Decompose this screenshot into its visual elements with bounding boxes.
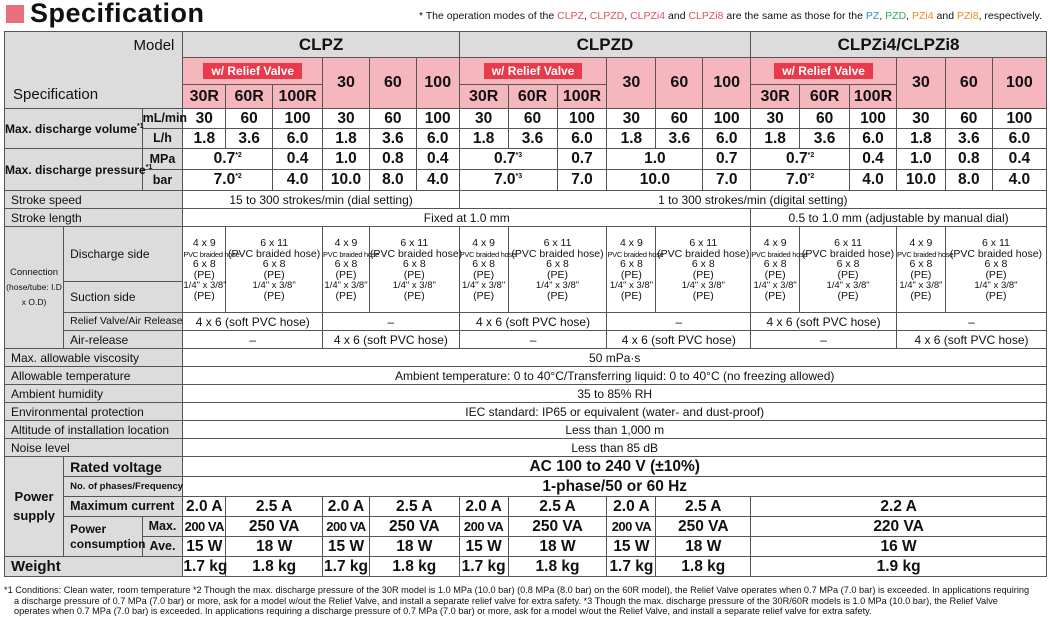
value-cell: 30 bbox=[323, 109, 370, 129]
value-cell: 100 bbox=[273, 109, 323, 129]
value-cell: 2.5 A bbox=[508, 497, 607, 517]
value-cell: 1.8 bbox=[323, 129, 370, 149]
value-cell: 1.7 kg bbox=[183, 557, 228, 575]
value-cell: 100 bbox=[703, 109, 751, 129]
value-cell: 7.0$^{*3}$ bbox=[459, 170, 557, 191]
value-cell: 15 W bbox=[323, 537, 370, 557]
value-cell: 0.4 bbox=[416, 149, 459, 170]
size-header: 100R bbox=[850, 85, 897, 109]
page-title: Specification bbox=[30, 0, 205, 28]
value-cell: 3.6 bbox=[945, 129, 992, 149]
value-cell: 1.9 kg bbox=[751, 557, 1047, 577]
connection-cell: 4 x 9 PVC braided hose 6 x 8 (PE) 1/4" x 3/8" (PE) bbox=[459, 227, 508, 313]
row-label-relief-release: Relief Valve/Air Release bbox=[64, 313, 183, 331]
unit-label: MPa bbox=[142, 149, 183, 170]
value-cell: 15 to 300 strokes/min (dial setting) bbox=[183, 191, 459, 209]
unit-label: L/h bbox=[142, 129, 183, 149]
value-cell: 1-phase/50 or 60 Hz bbox=[183, 477, 1047, 497]
size-header: 30R bbox=[751, 85, 800, 109]
row-label-discharge-pressure: Max. discharge pressure$^{*1}$ bbox=[5, 149, 143, 191]
value-cell: 30 bbox=[896, 109, 945, 129]
unit-label: Ave. bbox=[142, 537, 183, 557]
row-label-stroke-speed: Stroke speed bbox=[5, 191, 183, 209]
row-label-altitude: Altitude of installation location bbox=[5, 421, 183, 439]
connection-cell: 4 x 9 PVC braided hose 6 x 8 (PE) 1/4" x 3/8" (PE) bbox=[896, 227, 945, 313]
value-cell: 200 VA bbox=[607, 517, 656, 537]
spec-table bbox=[4, 31, 1047, 577]
footnotes bbox=[4, 585, 1046, 617]
value-cell: 6.0 bbox=[850, 129, 897, 149]
value-cell: IEC standard: IP65 or equivalent (water- and dust-proof) bbox=[183, 403, 1047, 421]
size-header: 60 bbox=[656, 58, 703, 109]
value-cell: 10.0 bbox=[323, 170, 370, 191]
model-spec-corner: Model Specification bbox=[5, 32, 183, 109]
value-cell: 1.8 bbox=[751, 129, 800, 149]
value-cell: 250 VA bbox=[656, 517, 751, 537]
value-cell: 60 bbox=[226, 109, 273, 129]
row-label-phases: No. of phases/Frequency bbox=[64, 477, 183, 497]
model-clpzd: CLPZD bbox=[459, 32, 751, 58]
value-cell: Ambient temperature: 0 to 40°C/Transferring liquid: 0 to 40°C (no freezing allowed) bbox=[183, 367, 1047, 385]
value-cell: 8.0 bbox=[945, 170, 992, 191]
value-cell: 3.6 bbox=[656, 129, 703, 149]
connection-cell: 6 x 11 (PVC braided hose) 6 x 8 (PE) 1/4" x 3/8" (PE) bbox=[369, 227, 459, 313]
value-cell: 0.5 to 1.0 mm (adjustable by manual dial) bbox=[751, 209, 1047, 227]
size-header: 60R bbox=[226, 85, 273, 109]
row-label-connection: Connection (hose/tube: I.D x O.D) bbox=[5, 227, 64, 349]
value-cell: 4.0 bbox=[273, 170, 323, 191]
value-cell: 1.7 kg bbox=[324, 557, 368, 575]
connection-cell: 4 x 9 PVC braided hose 6 x 8 (PE) 1/4" x 3/8" (PE) bbox=[183, 227, 226, 313]
value-cell: 4.0 bbox=[992, 170, 1046, 191]
value-cell: 50 mPa·s bbox=[183, 349, 1047, 367]
size-header: 100 bbox=[416, 58, 459, 109]
value-cell: 2.5 A bbox=[369, 497, 459, 517]
value-cell: 0.7 bbox=[703, 149, 751, 170]
connection-cell: 6 x 11 (PVC braided hose) 6 x 8 (PE) 1/4" x 3/8" (PE) bbox=[800, 227, 897, 313]
footnote-line: a discharge pressure of 0.7 MPa (7.0 bar) or more, ask for a model w/out the Relief Valve, and install a separate relief valve for extra safety. *3 Though the max. discharge pressure of the 30R/60R models is 1.0 MPa (10.0 bar), the Relief Valve bbox=[14, 595, 998, 606]
value-cell: 0.4 bbox=[992, 149, 1046, 170]
size-header: 30 bbox=[323, 58, 370, 109]
value-cell: 10.0 bbox=[607, 170, 703, 191]
size-header: 100R bbox=[273, 85, 323, 109]
value-cell: 30 bbox=[459, 109, 508, 129]
value-cell: 0.8 bbox=[369, 149, 416, 170]
value-cell: 60 bbox=[656, 109, 703, 129]
value-cell: 1.8 kg bbox=[508, 557, 607, 577]
value-cell: 6.0 bbox=[557, 129, 607, 149]
value-cell: 4 x 6 (soft PVC hose) bbox=[183, 313, 323, 331]
value-cell: 16 W bbox=[751, 537, 1047, 557]
value-cell: 2.0 A bbox=[183, 497, 226, 517]
size-header: 60R bbox=[508, 85, 557, 109]
row-label-humidity: Ambient humidity bbox=[5, 385, 183, 403]
value-cell: 200 VA bbox=[183, 517, 226, 537]
value-cell: 2.0 A bbox=[459, 497, 508, 517]
value-cell: Less than 85 dB bbox=[183, 439, 1047, 457]
footnote-line: operates when 0.7 MPa (7.0 bar) is exceeded. In applications requiring a discharge pressure of 0.7 MPa (7.0 bar) or more, ask for a model w/out the Relief Valve, and install a separate relief valve for extra safety. bbox=[14, 606, 872, 617]
unit-label: Max. bbox=[142, 517, 183, 537]
value-cell: 2.0 A bbox=[607, 497, 656, 517]
value-cell: 4 x 6 (soft PVC hose) bbox=[459, 313, 607, 331]
value-cell: 250 VA bbox=[369, 517, 459, 537]
connection-cell: 6 x 11 (PVC braided hose) 6 x 8 (PE) 1/4" x 3/8" (PE) bbox=[945, 227, 1046, 313]
value-cell: – bbox=[896, 313, 1046, 331]
value-cell: 7.0$^{*2}$ bbox=[183, 170, 273, 191]
value-cell: 1.8 bbox=[459, 129, 508, 149]
value-cell: 0.8 bbox=[945, 149, 992, 170]
row-label-viscosity: Max. allowable viscosity bbox=[5, 349, 183, 367]
row-label-air-release: Air-release bbox=[64, 331, 183, 349]
value-cell: 18 W bbox=[369, 537, 459, 557]
value-cell: 2.5 A bbox=[656, 497, 751, 517]
value-cell: 0.7 bbox=[557, 149, 607, 170]
value-cell: 100 bbox=[557, 109, 607, 129]
size-header: 100 bbox=[703, 58, 751, 109]
size-header: 60 bbox=[369, 58, 416, 109]
value-cell: 7.0$^{*2}$ bbox=[751, 170, 850, 191]
value-cell: 250 VA bbox=[508, 517, 607, 537]
value-cell: AC 100 to 240 V (±10%) bbox=[183, 457, 1047, 477]
size-header: 100R bbox=[557, 85, 607, 109]
value-cell: 220 VA bbox=[751, 517, 1047, 537]
row-label-noise: Noise level bbox=[5, 439, 183, 457]
value-cell: 100 bbox=[850, 109, 897, 129]
value-cell: 1.8 kg bbox=[656, 557, 751, 577]
value-cell: 15 W bbox=[607, 537, 656, 557]
relief-header: w/ Relief Valve bbox=[183, 58, 323, 85]
connection-cell: 6 x 11 (PVC braided hose) 6 x 8 (PE) 1/4" x 3/8" (PE) bbox=[508, 227, 607, 313]
value-cell: 3.6 bbox=[800, 129, 850, 149]
value-cell: 1.0 bbox=[607, 149, 703, 170]
value-cell: 15 W bbox=[183, 537, 226, 557]
value-cell: 3.6 bbox=[226, 129, 273, 149]
value-cell: 18 W bbox=[226, 537, 323, 557]
unit-label: bar bbox=[142, 170, 183, 191]
value-cell: 100 bbox=[992, 109, 1046, 129]
value-cell: 1.8 bbox=[896, 129, 945, 149]
row-label-discharge-side: Discharge side bbox=[64, 227, 183, 282]
value-cell: 4 x 6 (soft PVC hose) bbox=[323, 331, 460, 349]
size-header: 30 bbox=[607, 58, 656, 109]
value-cell: 1.0 bbox=[896, 149, 945, 170]
value-cell: 2.2 A bbox=[751, 497, 1047, 517]
value-cell: 0.7$^{*2}$ bbox=[183, 149, 273, 170]
row-label-max-current: Maximum current bbox=[64, 497, 183, 517]
value-cell: 8.0 bbox=[369, 170, 416, 191]
model-clpzi: CLPZi4/CLPZi8 bbox=[751, 32, 1047, 58]
value-cell: 1.0 bbox=[323, 149, 370, 170]
value-cell: 6.0 bbox=[992, 129, 1046, 149]
value-cell: 7.0 bbox=[703, 170, 751, 191]
unit-label: mL/min bbox=[142, 109, 183, 129]
value-cell: 1.7 kg bbox=[459, 557, 508, 577]
value-cell: Less than 1,000 m bbox=[183, 421, 1047, 439]
value-cell: 18 W bbox=[656, 537, 751, 557]
value-cell: 3.6 bbox=[369, 129, 416, 149]
size-header: 30 bbox=[896, 58, 945, 109]
value-cell: 15 W bbox=[459, 537, 508, 557]
value-cell: 200 VA bbox=[323, 517, 370, 537]
row-label-power-consumption: Power consumption bbox=[64, 517, 142, 557]
value-cell: Fixed at 1.0 mm bbox=[183, 209, 751, 227]
value-cell: 200 VA bbox=[459, 517, 508, 537]
footnote-line: *1 Conditions: Clean water, room temperature *2 Though the max. discharge pressure of the 30R model is 1.0 MPa (10.0 bar) (0.8 MPa (8.0 bar) on the 60R model), the Relief Valve operates when 0.7 MPa (7.0 bar) is exceeded. In applications requiring bbox=[4, 585, 1030, 595]
header-note: * The operation modes of the CLPZ, CLPZD, CLPZi4 and CLPZi8 are the same as those for the PZ, PZD, PZi4 and PZi8, respectively. bbox=[418, 10, 1042, 22]
size-header: 60R bbox=[800, 85, 850, 109]
value-cell: 250 VA bbox=[226, 517, 323, 537]
connection-cell: 6 x 11 (PVC braided hose) 6 x 8 (PE) 1/4" x 3/8" (PE) bbox=[656, 227, 751, 313]
value-cell: 0.4 bbox=[273, 149, 323, 170]
value-cell: 0.4 bbox=[850, 149, 897, 170]
value-cell: – bbox=[183, 331, 323, 349]
size-header: 60 bbox=[945, 58, 992, 109]
row-label-rated-voltage: Rated voltage bbox=[64, 457, 183, 477]
size-header: 30R bbox=[459, 85, 508, 109]
relief-header: w/ Relief Valve bbox=[459, 58, 607, 85]
value-cell: 4.0 bbox=[416, 170, 459, 191]
value-cell: 30 bbox=[751, 109, 800, 129]
connection-cell: 4 x 9 PVC braided hose 6 x 8 (PE) 1/4" x 3/8" (PE) bbox=[751, 227, 800, 313]
value-cell: 4 x 6 (soft PVC hose) bbox=[896, 331, 1046, 349]
model-clpz: CLPZ bbox=[183, 32, 459, 58]
value-cell: 7.0 bbox=[557, 170, 607, 191]
row-label-environment: Environmental protection bbox=[5, 403, 183, 421]
value-cell: 1.8 bbox=[607, 129, 656, 149]
value-cell: 1.8 kg bbox=[226, 557, 323, 577]
value-cell: 0.7$^{*3}$ bbox=[459, 149, 557, 170]
row-label-stroke-length: Stroke length bbox=[5, 209, 183, 227]
value-cell: 6.0 bbox=[416, 129, 459, 149]
value-cell: 1.8 kg bbox=[369, 557, 459, 577]
value-cell: 6.0 bbox=[703, 129, 751, 149]
value-cell: 10.0 bbox=[896, 170, 945, 191]
value-cell: 6.0 bbox=[273, 129, 323, 149]
value-cell: 60 bbox=[945, 109, 992, 129]
relief-header: w/ Relief Valve bbox=[751, 58, 897, 85]
value-cell: 60 bbox=[508, 109, 557, 129]
row-label-discharge-volume: Max. discharge volume$^{*1}$ bbox=[5, 109, 143, 149]
connection-cell: 4 x 9 PVC braided hose 6 x 8 (PE) 1/4" x 3/8" (PE) bbox=[323, 227, 370, 313]
value-cell: 4 x 6 (soft PVC hose) bbox=[607, 331, 751, 349]
row-label-temperature: Allowable temperature bbox=[5, 367, 183, 385]
value-cell: 18 W bbox=[508, 537, 607, 557]
value-cell: 4.0 bbox=[850, 170, 897, 191]
connection-cell: 6 x 11 (PVC braided hose) 6 x 8 (PE) 1/4" x 3/8" (PE) bbox=[226, 227, 323, 313]
value-cell: 0.7$^{*2}$ bbox=[751, 149, 850, 170]
value-cell: 1.7 kg bbox=[607, 557, 656, 577]
value-cell: 35 to 85% RH bbox=[183, 385, 1047, 403]
row-label-suction-side: Suction side bbox=[64, 282, 183, 313]
connection-cell: 4 x 9 PVC braided hose 6 x 8 (PE) 1/4" x 3/8" (PE) bbox=[607, 227, 656, 313]
value-cell: 3.6 bbox=[508, 129, 557, 149]
size-header: 100 bbox=[992, 58, 1046, 109]
size-header: 30R bbox=[183, 85, 226, 109]
value-cell: 60 bbox=[369, 109, 416, 129]
row-label-weight: Weight bbox=[5, 557, 183, 577]
value-cell: 30 bbox=[183, 109, 226, 129]
header bbox=[0, 0, 1050, 30]
value-cell: 2.0 A bbox=[323, 497, 370, 517]
value-cell: – bbox=[607, 313, 751, 331]
value-cell: 2.5 A bbox=[226, 497, 323, 517]
value-cell: 1 to 300 strokes/min (digital setting) bbox=[459, 191, 1046, 209]
value-cell: – bbox=[323, 313, 460, 331]
value-cell: – bbox=[751, 331, 897, 349]
value-cell: 1.8 bbox=[183, 129, 226, 149]
row-label-power-supply: Power supply bbox=[5, 457, 64, 557]
value-cell: 30 bbox=[607, 109, 656, 129]
value-cell: 4 x 6 (soft PVC hose) bbox=[751, 313, 897, 331]
value-cell: 60 bbox=[800, 109, 850, 129]
title-marker bbox=[6, 5, 24, 23]
value-cell: 100 bbox=[416, 109, 459, 129]
value-cell: – bbox=[459, 331, 607, 349]
